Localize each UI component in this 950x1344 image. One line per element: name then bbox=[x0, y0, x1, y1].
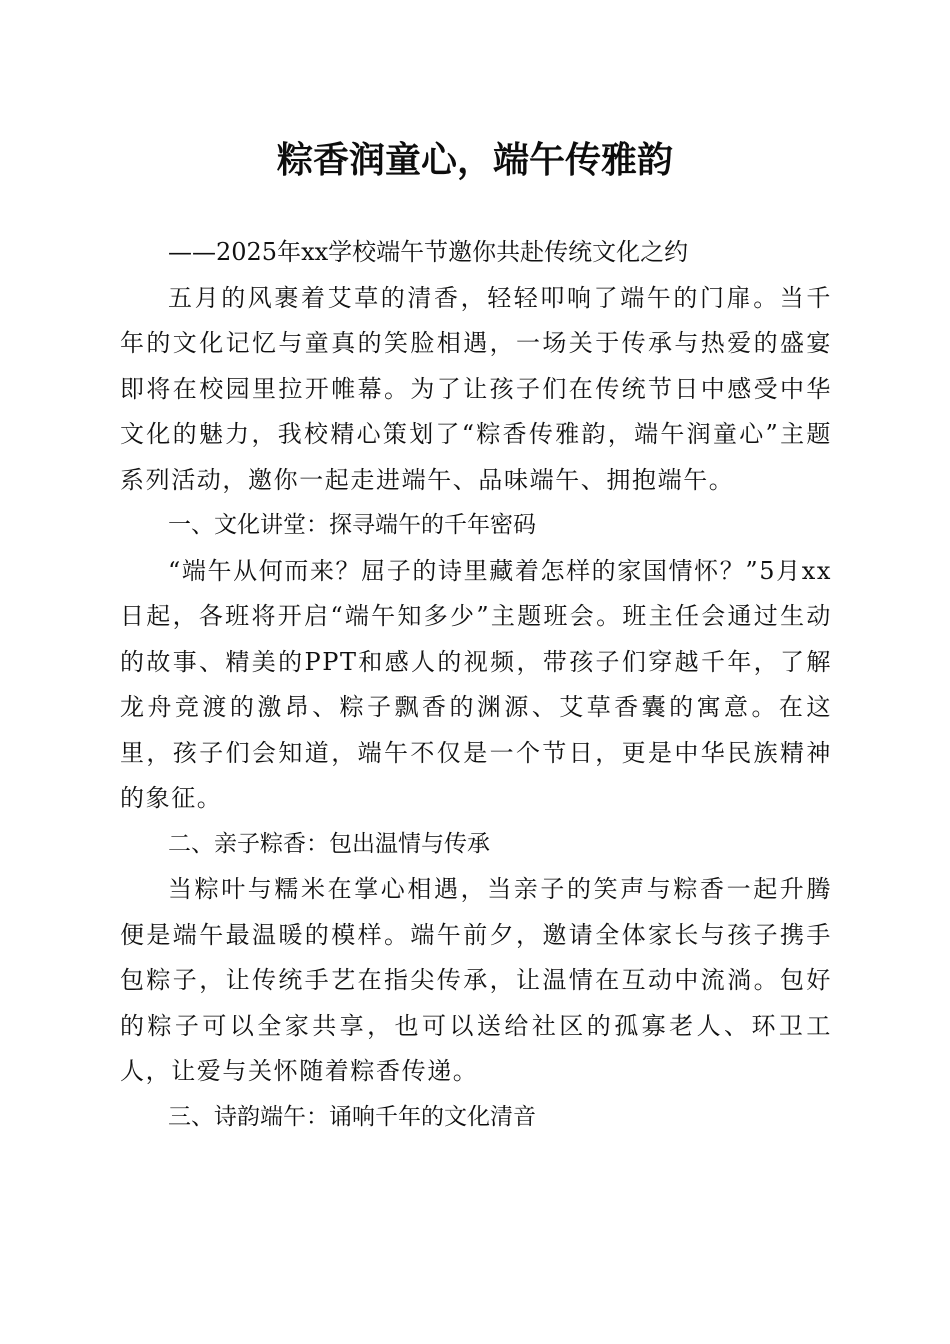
section-heading-2: 二、亲子粽香：包出温情与传承 bbox=[168, 830, 490, 857]
document-body bbox=[120, 230, 832, 1140]
intro-paragraph: 五月的风裹着艾草的清香，轻轻叩响了端午的门扉。当千年的文化记忆与童真的笑脸相遇，一场关于传承与热爱的盛宴即将在校园里拉开帷幕。为了让孩子们在传统节日中感受中华文化的魅力，我校精心策划了“粽香传雅韵，端午润童心”主题系列活动，邀你一起走进端午、品味端午、拥抱端午。 bbox=[120, 283, 832, 494]
document-subtitle: ——2025年xx学校端午节邀你共赴传统文化之约 bbox=[168, 238, 689, 266]
section-heading-3: 三、诗韵端午：诵响千年的文化清音 bbox=[168, 1103, 536, 1130]
section-paragraph-1: “端午从何而来？屈子的诗里藏着怎样的家国情怀？”5月xx日起，各班将开启“端午知多少”主题班会。班主任会通过生动的故事、精美的PPT和感人的视频，带孩子们穿越千年，了解龙舟竞渡的激昂、粽子飘香的渊源、艾草香囊的寓意。在这里，孩子们会知道，端午不仅是一个节日，更是中华民族精神的象征。 bbox=[120, 556, 832, 812]
section-paragraph-2: 当粽叶与糯米在掌心相遇，当亲子的笑声与粽香一起升腾便是端午最温暖的模样。端午前夕，邀请全体家长与孩子携手包粽子，让传统手艺在指尖传承，让温情在互动中流淌。包好的粽子可以全家共享，也可以送给社区的孤寡老人、环卫工人，让爱与关怀随着粽香传递。 bbox=[120, 875, 832, 1085]
section-heading-1: 一、文化讲堂：探寻端午的千年密码 bbox=[168, 512, 536, 538]
document-title: 粽香润童心，端午传雅韵 bbox=[276, 139, 673, 181]
